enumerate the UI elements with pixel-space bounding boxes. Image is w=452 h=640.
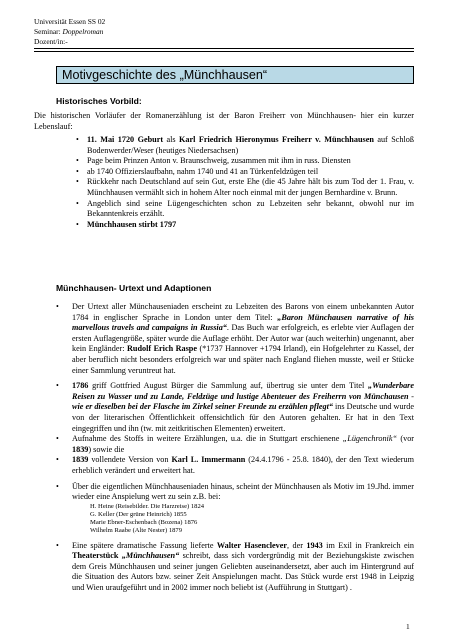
lecturer-line: Dozent/in:- [34, 37, 68, 46]
seminar-line [34, 27, 105, 37]
reference-item: Wilhelm Raabe (Alte Nester) 1879 [90, 527, 183, 535]
bullet-icon: • [56, 434, 59, 444]
list-item: • Angeblich sind seine Lügengeschichten schon zu Lebzeiten sehr bekannt, obwohl nur im Bekanntenkreis erzählt. [76, 198, 414, 219]
section-heading-urtext: Münchhausen- Urtext und Adaptionen [56, 283, 212, 293]
document-title: Motivgeschichte des „Münchhausen“ [56, 66, 414, 84]
list-item: • Aufnahme des Stoffs in weitere Erzählungen, u.a. die in Stuttgart erschienene „Lügenchronik“ (vor 1839) sowie die [56, 434, 415, 454]
bullet-icon: • [76, 166, 79, 176]
section-intro: Die historischen Vorläufer der Romanerzählung ist der Baron Freiherr von Münchhausen- hier ein kurzer Lebenslauf: [34, 111, 414, 131]
bullet-icon: • [76, 135, 79, 144]
reference-item: H. Heine (Reisebilder. Die Harzreise) 1824 [90, 502, 205, 510]
list-item: • ab 1740 Offizierslaufbahn, nahm 1740 und 41 an Türkenfeldzügen teil [76, 166, 319, 176]
list-item: • Rückkehr nach Deutschland auf sein Gut, erste Ehe (die 45 Jahre hält bis zum Tod der 1. Frau, v. Münchhausen vermählt sich in hohem Alter noch einmal mit der jungen Bernhardine v. Brunn. [76, 177, 414, 197]
section-heading-historical: Historisches Vorbild: [56, 96, 142, 106]
list-item: • Page beim Prinzen Anton v. Braunschweig, zusammen mit ihm in russ. Diensten [76, 156, 351, 166]
header-rule-top [34, 48, 414, 49]
seminar-label: Seminar: [34, 27, 61, 36]
list-item: • Münchhausen stirbt 1797 [76, 219, 177, 229]
page-header [34, 17, 105, 47]
header-rule-bottom [34, 51, 414, 52]
bullet-icon: • [76, 198, 79, 208]
bullet-icon: • [56, 481, 59, 491]
university-line: Universität Essen SS 02 [34, 17, 106, 26]
list-item: • 11. Mai 1720 Geburt als Karl Friedrich Hieronymus Freiherr v. Münchhausen auf Schloß Bodenwerder/Weser (heutiges Niedersachsen) [76, 135, 414, 155]
bullet-icon: • [76, 156, 79, 166]
bullet-icon: • [56, 302, 59, 311]
bullet-icon: • [56, 381, 59, 391]
seminar-name: Doppelroman [62, 27, 104, 36]
list-item: • Eine spätere dramatische Fassung lieferte Walter Hasenclever, der 1943 im Exil in Frankreich ein Theaterstück „Münchhausen“ schreibt, dass sich vordergründig mit der Beziehungskiste zwischen dem Greis Münchhausen und seiner jungen Geliebten auseinandersetzt, aber auch im Hintergrund auf die Situation des Autors bzw. seiner Zeit Anspielungen macht. Das Stück wurde erst 1948 in Leipzig und Wien uraufgeführt und in 2002 immer noch beliebt ist (Aufführung in Stuttgart) . [56, 540, 415, 592]
page-number: 1 [406, 622, 410, 631]
reference-item: G. Keller (Der grüne Heinrich) 1855 [90, 510, 187, 518]
reference-item: Marie Ebner-Eschenbach (Bozena) 1876 [90, 519, 198, 527]
bullet-icon: • [56, 455, 59, 465]
adaptations-list [56, 302, 414, 593]
list-item: • Der Urtext aller Münchauseniaden erscheint zu Lebzeiten des Barons von einem unbekannten Autor 1784 in englischer Sprache in London unter dem Titel: „Baron Münchausen narrative of his marvellous travels and campaigns in Russia“. Das Buch war erfolgreich, es erlebte vier Auflagen der ersten Auflagengröße, später wurde die Auflage erhöht. Der Autor war (auch weiterhin) ungenannt, aber kein Engländer: Rudolf Erich Raspe (*1737 Hannover +1794 Irland), ein Hofgelehrter zu Kassel, der aber beruflich nicht besonders erfolgreich war und später nach England fliehen musste, weil er Stücke einer Sammlung veruntreut hat. [56, 302, 414, 375]
bullet-icon: • [56, 540, 59, 550]
list-item: • Über die eigentlichen Münchhauseniaden hinaus, scheint der Münchhausen als Motiv im 19.Jhd. immer wieder eine Anspielung wert zu sein z.B. bei: H. Heine (Reisebilder. Die Harzreise) 1824 G. Keller (Der grüne Heinrich) 1855 Marie Ebner-Eschenbach (Bozena) 1876 Wilhelm Raabe (Alte Nester) 1879 [56, 481, 414, 535]
bullet-icon: • [76, 219, 79, 229]
list-item: • 1839 vollendete Version von Karl L. Immermann (24.4.1796 - 25.8. 1840), der den Text wiederum erheblich verändert und erweitert hat. [56, 455, 414, 475]
bullet-icon: • [76, 177, 79, 187]
biography-list [76, 135, 414, 230]
list-item: • 1786 griff Gottfried August Bürger die Sammlung auf, übertrug sie unter dem Titel „Wunderbare Reisen zu Wasser und zu Lande, Feldzüge und lustige Abenteuer des Freiherrn von Münchausen - wie er dieselben bei der Flasche im Zirkel seiner Freunde zu erzählen pflegt“ ins Deutsche und wurde von der literarischen Öffentlichkeit offensichtlich für den Autoren gehalten. Er hat in den Text eingegriffen und ihn (tw. mit zeitkritischen Elementen) erweitert. [56, 381, 415, 433]
